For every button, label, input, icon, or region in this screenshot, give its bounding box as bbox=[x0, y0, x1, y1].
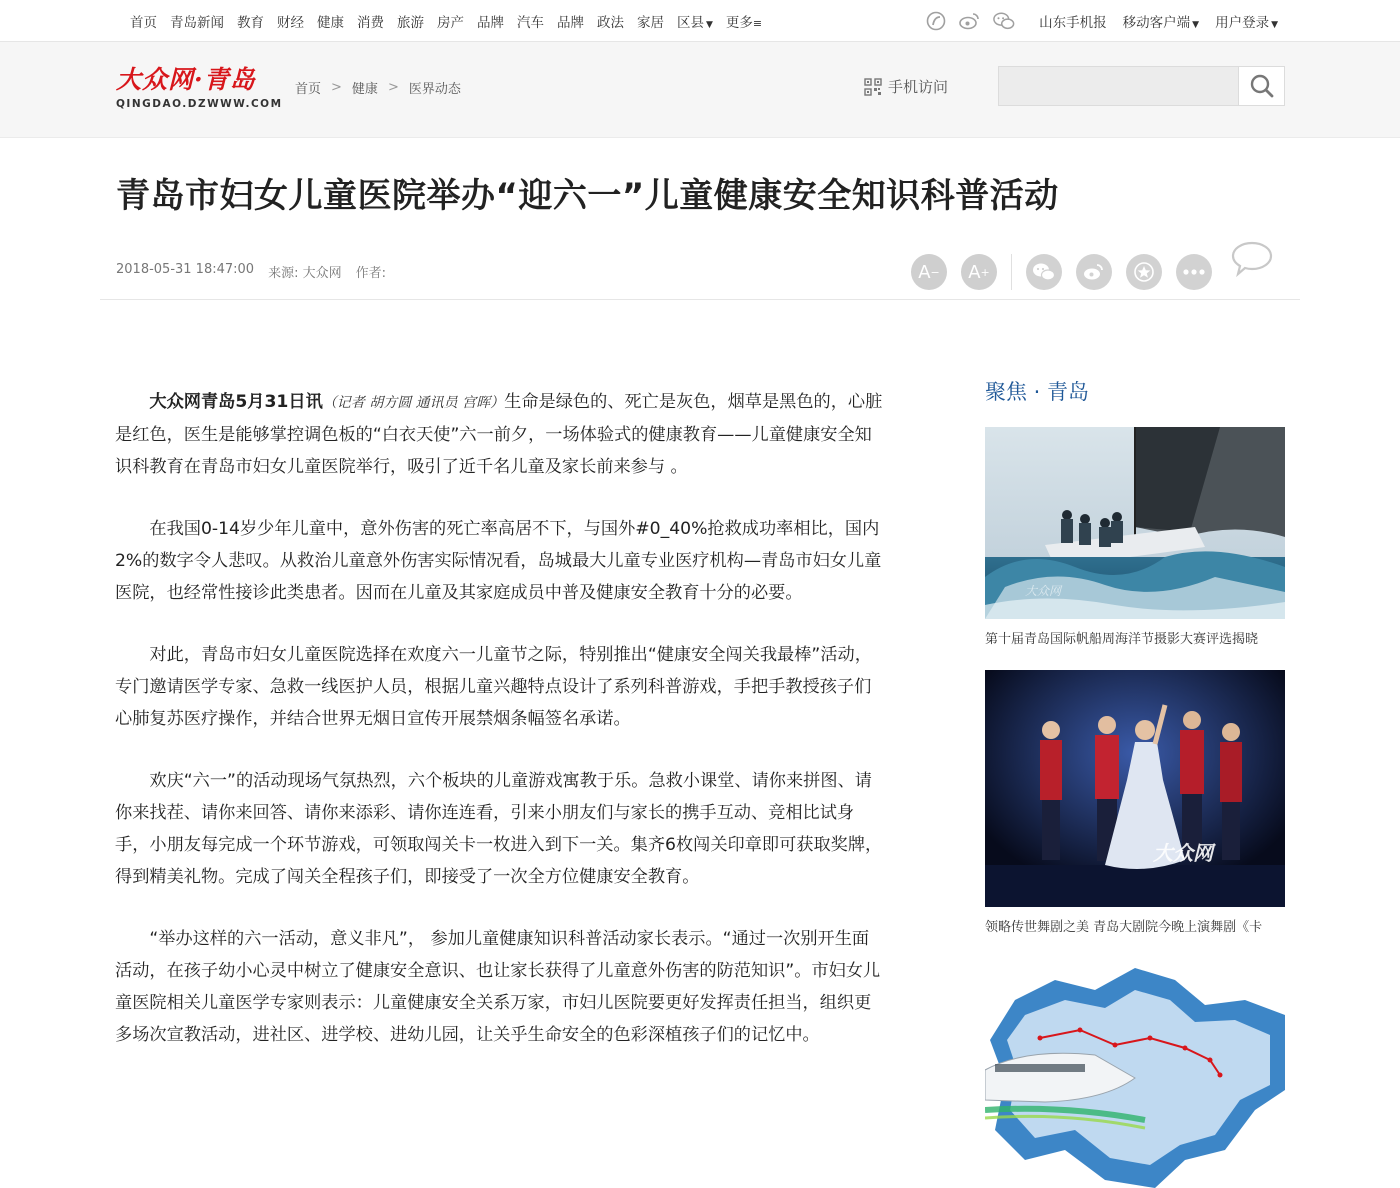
share-buttons bbox=[1011, 254, 1274, 290]
nav-home-furnishing[interactable]: 家居 bbox=[637, 15, 664, 31]
plus-icon: + bbox=[980, 265, 990, 279]
sidebar-image-rail-map[interactable] bbox=[985, 960, 1285, 1188]
caret-down-icon: ▼ bbox=[1192, 20, 1200, 30]
publish-date: 2018-05-31 18:47:00 bbox=[116, 262, 255, 277]
sidebar-image-sailing[interactable] bbox=[985, 427, 1285, 619]
article-paragraph: “举办这样的六一活动，意义非凡”， 参加儿童健康知识科普活动家长表示。“通过一次别开生面活动，在孩子幼小心灵中树立了健康安全意识、也让家长获得了儿童意外伤害的防范知识”。市妇女儿童医院相关儿童医学专家则表示：儿童健康安全关系万家，市妇儿医院要更好发挥责任担当，组织更多场次宣教活动，进社区、进学校、进幼儿园，让关乎生命安全的色彩深植孩子们的记忆中。 bbox=[115, 929, 881, 1045]
menu-icon: ≡ bbox=[752, 17, 763, 30]
breadcrumb-health[interactable]: 健康 bbox=[351, 82, 378, 97]
weibo-icon[interactable] bbox=[959, 10, 981, 32]
site-logo[interactable] bbox=[116, 64, 283, 116]
wechat-icon[interactable] bbox=[993, 10, 1015, 32]
nav-health[interactable]: 健康 bbox=[317, 15, 344, 31]
nav-district-dropdown[interactable] bbox=[677, 11, 713, 31]
nav-brand[interactable]: 品牌 bbox=[477, 15, 504, 31]
mobile-client-dropdown[interactable] bbox=[1123, 11, 1199, 31]
breadcrumb-separator: > bbox=[331, 80, 342, 95]
nav-consumption[interactable]: 消费 bbox=[357, 15, 384, 31]
article-body bbox=[115, 386, 885, 1081]
sidebar-caption[interactable]: 第十届青岛国际帆船周海洋节摄影大赛评选揭晓 bbox=[985, 632, 1259, 647]
article-meta bbox=[116, 262, 400, 281]
logo-english: QINGDAO.DZWWW.COM bbox=[116, 98, 283, 110]
caret-down-icon: ▼ bbox=[706, 20, 713, 30]
nav-auto[interactable]: 汽车 bbox=[517, 15, 544, 31]
weibo-share-icon[interactable] bbox=[1076, 254, 1112, 290]
top-right-links bbox=[913, 0, 1278, 42]
watermark: 大众网 bbox=[1153, 841, 1213, 865]
sidebar-caption[interactable]: 领略传世舞剧之美 青岛大剧院今晚上演舞剧《卡 bbox=[985, 920, 1263, 935]
breadcrumb-medical-news[interactable]: 医界动态 bbox=[408, 82, 461, 97]
article-paragraph bbox=[115, 386, 885, 483]
breadcrumb-home[interactable]: 首页 bbox=[295, 82, 322, 97]
breadcrumb bbox=[295, 78, 461, 97]
site-header bbox=[0, 42, 1400, 138]
breadcrumb-separator: > bbox=[387, 80, 399, 95]
nav-law[interactable]: 政法 bbox=[597, 15, 624, 31]
user-login-dropdown[interactable] bbox=[1215, 11, 1278, 31]
nav-home[interactable]: 首页 bbox=[130, 15, 157, 31]
favorite-icon[interactable] bbox=[1126, 254, 1162, 290]
search-icon bbox=[1249, 73, 1275, 99]
wechat-share-icon[interactable] bbox=[1026, 254, 1062, 290]
caret-down-icon: ▼ bbox=[1271, 20, 1278, 30]
article-paragraph: 欢庆“六一”的活动现场气氛热烈，六个板块的儿童游戏寓教于乐。急救小课堂、请你来拼图、请你来找茬、请你来回答、请你来添彩、请你连连看，引来小朋友们与家长的携手互动、竞相比试身手，小朋友每完成一个环节游戏，可领取闯关卡一枚进入到下一关。集齐6枚闯关印章即可获取奖牌，得到精美礼物。完成了闯关全程孩子们，即接受了一次全方位健康安全教育。 bbox=[115, 771, 883, 887]
article-source: 来源: 大众网 bbox=[268, 266, 342, 281]
article-paragraph: 在我国0-14岁少年儿童中，意外伤害的死亡率高居不下，与国外#0_40%抢救成功率相比，国内2%的数字令人悲叹。从救治儿童意外伤害实际情况看，岛城最大儿童专业医疗机构—青岛市妇女儿童医院，也经常性接诊此类患者。因而在儿童及其家庭成员中普及健康安全教育十分的必要。 bbox=[115, 519, 882, 603]
nav-qingdao-news[interactable]: 青岛新闻 bbox=[170, 15, 224, 31]
search-button[interactable] bbox=[1238, 67, 1284, 105]
comment-icon[interactable] bbox=[1230, 240, 1274, 278]
search-input[interactable] bbox=[999, 67, 1238, 105]
nav-more-menu[interactable] bbox=[726, 11, 762, 31]
sidebar-image-dance[interactable] bbox=[985, 670, 1285, 907]
meta-divider bbox=[100, 299, 1300, 300]
nav-travel[interactable]: 旅游 bbox=[397, 15, 424, 31]
logo-chinese: 大众网·青岛 bbox=[116, 65, 256, 94]
top-navigation-bar bbox=[0, 0, 1400, 42]
watermark: 大众网 bbox=[1025, 584, 1062, 598]
shandong-mobile-news-link[interactable]: 山东手机报 bbox=[1039, 15, 1107, 31]
mobile-visit-link[interactable] bbox=[864, 76, 948, 97]
font-smaller-label: A bbox=[918, 261, 931, 283]
qr-code-icon bbox=[864, 78, 882, 96]
article-tools bbox=[911, 244, 1274, 290]
channel-nav bbox=[130, 0, 775, 42]
article-paragraph-text: 生命是绿色的、死亡是灰色，烟草是黑色的，心脏是红色，医生是能够掌控调色板的“白衣天使”六一前夕，一场体验式的健康教育——儿童健康安全知识科教育在青岛市妇女儿童医院举行，吸引了近千名儿童及家长前来参与 。 bbox=[115, 392, 883, 477]
nav-finance[interactable]: 财经 bbox=[277, 15, 304, 31]
mobile-visit-label: 手机访问 bbox=[888, 78, 949, 96]
sidebar-title: 聚焦 · 青岛 bbox=[985, 380, 1090, 404]
nav-more-label: 更多 bbox=[725, 15, 753, 31]
mobile-client-label: 移动客户端 bbox=[1122, 15, 1191, 31]
article-author: 作者: bbox=[355, 266, 386, 281]
clock-icon[interactable] bbox=[925, 10, 947, 32]
article-title: 青岛市妇女儿童医院举办“迎六一”儿童健康安全知识科普活动 bbox=[116, 176, 1059, 216]
article-byline: （记者 胡方圆 通讯员 宫晖） bbox=[322, 395, 505, 411]
minus-icon: − bbox=[930, 265, 940, 279]
more-icon[interactable] bbox=[1176, 254, 1212, 290]
font-smaller-button[interactable] bbox=[911, 254, 947, 290]
nav-education[interactable]: 教育 bbox=[237, 15, 264, 31]
article-lead: 大众网青岛5月31日讯 bbox=[149, 392, 323, 412]
user-login-label: 用户登录 bbox=[1215, 15, 1270, 31]
nav-brand-2[interactable]: 品牌 bbox=[557, 15, 584, 31]
nav-district-label: 区县 bbox=[677, 15, 704, 31]
article-paragraph: 对此，青岛市妇女儿童医院选择在欢度六一儿童节之际，特别推出“健康安全闯关我最棒”活动，专门邀请医学专家、急救一线医护人员，根据儿童兴趣特点设计了系列科普游戏，手把手教授孩子们心肺复苏医疗操作，并结合世界无烟日宣传开展禁烟条幅签名承诺。 bbox=[115, 645, 872, 729]
search-box bbox=[998, 66, 1285, 106]
font-larger-label: A bbox=[968, 261, 981, 283]
font-larger-button[interactable] bbox=[961, 254, 997, 290]
nav-real-estate[interactable]: 房产 bbox=[437, 15, 464, 31]
